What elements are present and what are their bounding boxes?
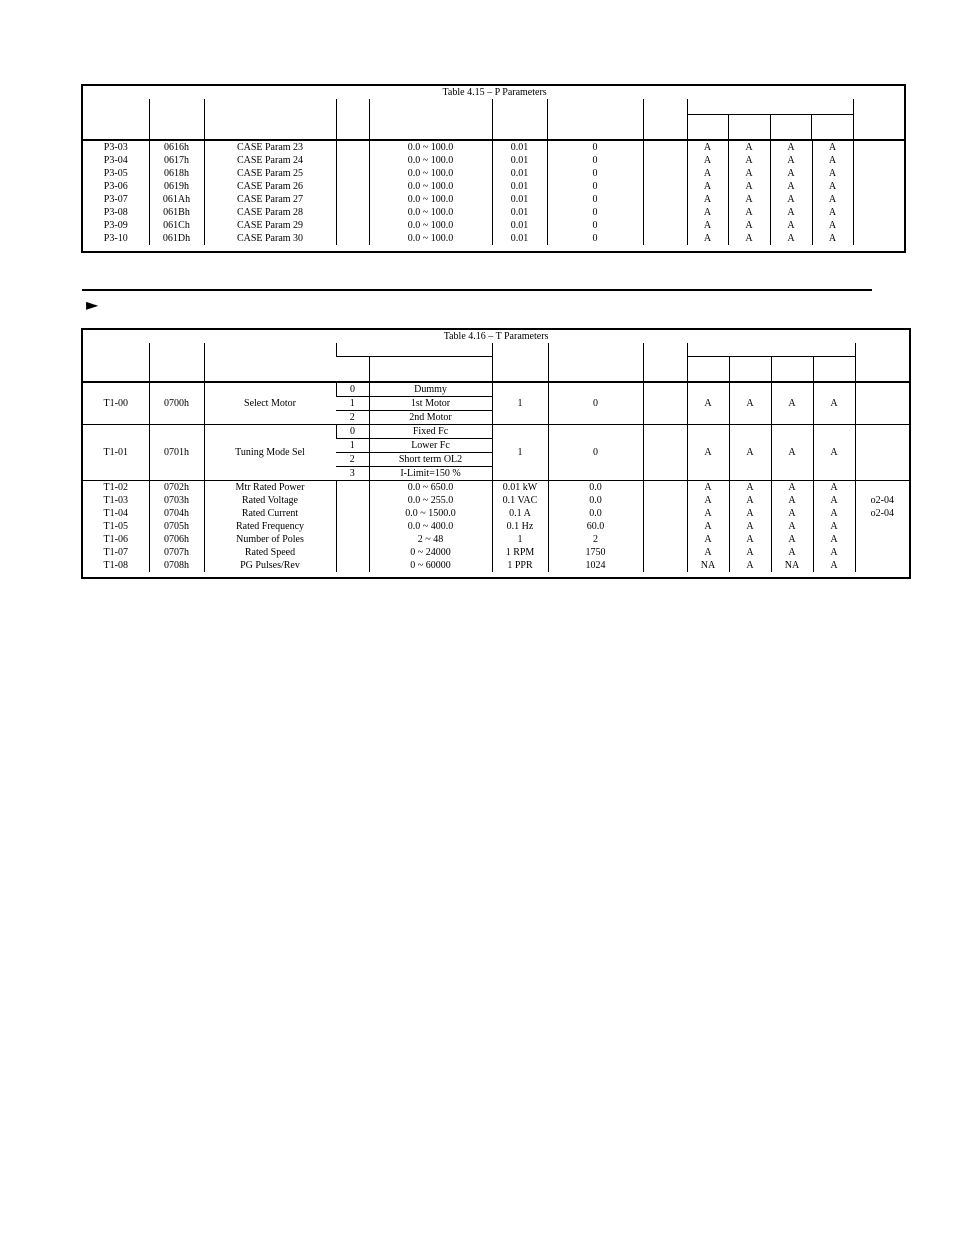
param-cell: P3-07 — [103, 193, 128, 205]
default-cell: 1750 — [548, 546, 643, 559]
extra-cell — [643, 180, 687, 193]
increment-cell: 0.01 kW — [492, 481, 548, 495]
address-cell: 0702h — [149, 481, 204, 495]
extra-cell — [643, 219, 687, 232]
ref-cell — [853, 232, 906, 245]
ref-cell — [855, 481, 909, 495]
table-row — [83, 167, 906, 180]
range-cell: 0.0 ~ 650.0 — [369, 481, 492, 495]
access-cell: A — [770, 219, 812, 232]
access-cell: A — [771, 533, 813, 546]
address-cell: 0707h — [149, 546, 204, 559]
setting-cell — [336, 232, 369, 245]
name-cell: CASE Param 27 — [204, 193, 336, 206]
access-cell: A — [687, 140, 728, 154]
name-cell: Tuning Mode Sel — [204, 425, 336, 481]
name-cell: CASE Param 30 — [204, 232, 336, 245]
address-cell: 0619h — [149, 180, 204, 193]
address-cell: 0703h — [149, 494, 204, 507]
setting-cell — [336, 533, 369, 546]
access-cell: A — [729, 507, 771, 520]
option-label-cell: Short term OL2 — [369, 453, 492, 467]
table-row — [83, 154, 906, 167]
increment-cell: 0.01 — [492, 180, 547, 193]
extra-cell — [643, 559, 687, 572]
name-cell: Mtr Rated Power — [204, 481, 336, 495]
setting-cell — [336, 219, 369, 232]
setting-cell — [336, 180, 369, 193]
increment-cell: 0.1 Hz — [492, 520, 548, 533]
name-cell: PG Pulses/Rev — [204, 559, 336, 572]
option-label-cell: Fixed Fc — [369, 425, 492, 439]
ref-cell — [853, 154, 906, 167]
ref-cell — [853, 140, 906, 154]
param-cell: P3-10 — [103, 232, 128, 244]
increment-cell: 0.01 — [492, 206, 547, 219]
table-row — [83, 382, 909, 397]
increment-cell: 0.01 — [492, 219, 547, 232]
access-cell: A — [813, 533, 855, 546]
default-cell: 0 — [547, 232, 643, 245]
ref-cell — [853, 219, 906, 232]
extra-cell — [643, 154, 687, 167]
default-cell: 0 — [548, 425, 643, 481]
table-row — [83, 232, 906, 245]
address-cell: 0705h — [149, 520, 204, 533]
access-cell: A — [770, 180, 812, 193]
setting-cell — [336, 520, 369, 533]
increment-cell: 1 RPM — [492, 546, 548, 559]
access-cell: A — [813, 494, 855, 507]
access-cell: A — [728, 180, 770, 193]
name-cell: CASE Param 23 — [204, 140, 336, 154]
access-cell: A — [687, 180, 728, 193]
access-cell: A — [729, 546, 771, 559]
access-cell: A — [771, 546, 813, 559]
access-cell: A — [770, 154, 812, 167]
option-value-cell: 1 — [336, 439, 369, 453]
ref-cell — [853, 167, 906, 180]
name-cell: Rated Speed — [204, 546, 336, 559]
access-cell: A — [687, 520, 729, 533]
access-cell: A — [813, 481, 855, 495]
extra-cell — [643, 520, 687, 533]
param-cell: T1-01 — [83, 425, 149, 481]
ref-cell: o2-04 — [855, 494, 909, 507]
access-cell: A — [812, 154, 853, 167]
table-row — [83, 546, 909, 559]
increment-cell: 0.1 A — [492, 507, 548, 520]
access-cell: A — [728, 167, 770, 180]
range-cell: 0.0 ~ 400.0 — [369, 520, 492, 533]
range-cell: 0.0 ~ 1500.0 — [369, 507, 492, 520]
param-cell: P3-09 — [103, 219, 128, 231]
setting-cell — [336, 481, 369, 495]
access-cell: A — [812, 232, 853, 245]
default-cell: 0 — [548, 382, 643, 425]
ref-cell — [855, 559, 909, 572]
setting-cell — [336, 546, 369, 559]
increment-cell: 0.01 — [492, 154, 547, 167]
ref-cell — [855, 382, 909, 425]
default-cell: 60.0 — [548, 520, 643, 533]
param-cell: T1-06 — [103, 533, 128, 545]
access-cell: A — [813, 520, 855, 533]
default-cell: 0 — [547, 154, 643, 167]
table-row — [83, 559, 909, 572]
access-cell: A — [728, 232, 770, 245]
access-cell: A — [770, 232, 812, 245]
ref-cell — [853, 206, 906, 219]
default-cell: 0.0 — [548, 481, 643, 495]
option-value-cell: 0 — [336, 425, 369, 439]
address-cell: 061Ah — [149, 193, 204, 206]
address-cell: 0616h — [149, 140, 204, 154]
default-cell: 0 — [547, 193, 643, 206]
name-cell: CASE Param 25 — [204, 167, 336, 180]
extra-cell — [643, 425, 687, 481]
access-cell: A — [812, 167, 853, 180]
option-value-cell: 2 — [336, 411, 369, 425]
address-cell: 0701h — [149, 425, 204, 481]
range-cell: 0.0 ~ 100.0 — [369, 219, 492, 232]
default-cell: 0 — [547, 167, 643, 180]
range-cell: 0.0 ~ 100.0 — [369, 140, 492, 154]
param-cell: P3-05 — [103, 167, 128, 179]
table-caption: Table 4.16 – T Parameters — [443, 330, 549, 342]
param-cell: P3-04 — [103, 154, 128, 166]
range-cell: 0 ~ 60000 — [369, 559, 492, 572]
setting-cell — [336, 494, 369, 507]
extra-cell — [643, 140, 687, 154]
access-cell: A — [770, 167, 812, 180]
access-cell: A — [812, 193, 853, 206]
access-cell: A — [687, 546, 729, 559]
access-cell: A — [771, 494, 813, 507]
access-cell: A — [687, 206, 728, 219]
access-cell: A — [729, 382, 771, 425]
access-cell: A — [771, 481, 813, 495]
param-cell: T1-07 — [103, 546, 128, 558]
access-cell: A — [687, 494, 729, 507]
address-cell: 0706h — [149, 533, 204, 546]
access-cell: A — [687, 232, 728, 245]
address-cell: 0617h — [149, 154, 204, 167]
access-cell: A — [728, 154, 770, 167]
extra-cell — [643, 494, 687, 507]
extra-cell — [643, 546, 687, 559]
access-cell: A — [813, 382, 855, 425]
table-row — [83, 219, 906, 232]
setting-cell — [336, 559, 369, 572]
default-cell: 0 — [547, 140, 643, 154]
p-parameters-table — [81, 84, 906, 253]
access-cell: A — [729, 481, 771, 495]
default-cell: 0 — [547, 206, 643, 219]
ref-cell — [853, 193, 906, 206]
access-cell: A — [728, 193, 770, 206]
address-cell: 061Ch — [149, 219, 204, 232]
table-row — [83, 520, 909, 533]
range-cell: 0.0 ~ 255.0 — [369, 494, 492, 507]
table-header — [83, 343, 909, 357]
extra-cell — [643, 533, 687, 546]
access-cell: A — [771, 507, 813, 520]
table-row — [83, 481, 909, 495]
access-cell: A — [729, 559, 771, 572]
option-label-cell: 1st Motor — [369, 397, 492, 411]
setting-cell — [336, 206, 369, 219]
setting-cell — [336, 167, 369, 180]
table-row — [83, 140, 906, 154]
default-cell: 0.0 — [548, 494, 643, 507]
access-cell: A — [729, 494, 771, 507]
option-label-cell: I-Limit=150 % — [369, 467, 492, 481]
access-cell: A — [687, 425, 729, 481]
table-row — [83, 206, 906, 219]
setting-cell — [336, 140, 369, 154]
access-cell: A — [687, 167, 728, 180]
access-cell: A — [812, 140, 853, 154]
access-cell: A — [687, 193, 728, 206]
param-cell: T1-05 — [103, 520, 128, 532]
increment-cell: 1 — [492, 425, 548, 481]
extra-cell — [643, 507, 687, 520]
access-cell: A — [812, 219, 853, 232]
extra-cell — [643, 481, 687, 495]
increment-cell: 0.01 — [492, 167, 547, 180]
address-cell: 0704h — [149, 507, 204, 520]
access-cell: A — [771, 425, 813, 481]
ref-cell — [855, 425, 909, 481]
name-cell: Number of Poles — [204, 533, 336, 546]
param-cell: P3-03 — [103, 141, 128, 153]
range-cell: 2 ~ 48 — [369, 533, 492, 546]
setting-cell — [336, 154, 369, 167]
param-cell: T1-02 — [103, 481, 128, 493]
increment-cell: 0.01 — [492, 193, 547, 206]
param-cell: P3-08 — [103, 206, 128, 218]
access-cell: A — [771, 520, 813, 533]
extra-cell — [643, 382, 687, 425]
default-cell: 0.0 — [548, 507, 643, 520]
default-cell: 1024 — [548, 559, 643, 572]
default-cell: 0 — [547, 219, 643, 232]
default-cell: 0 — [547, 180, 643, 193]
extra-cell — [643, 167, 687, 180]
table-header — [83, 99, 906, 140]
ref-cell — [855, 546, 909, 559]
range-cell: 0 ~ 24000 — [369, 546, 492, 559]
access-cell: A — [729, 533, 771, 546]
increment-cell: 1 — [492, 533, 548, 546]
increment-cell: 0.01 — [492, 140, 547, 154]
setting-cell — [336, 507, 369, 520]
table-row — [83, 533, 909, 546]
address-cell: 0708h — [149, 559, 204, 572]
option-value-cell: 1 — [336, 397, 369, 411]
name-cell: Rated Frequency — [204, 520, 336, 533]
param-cell: T1-04 — [103, 507, 128, 519]
range-cell: 0.0 ~ 100.0 — [369, 206, 492, 219]
extra-cell — [643, 206, 687, 219]
increment-cell: 1 — [492, 382, 548, 425]
access-cell: A — [687, 154, 728, 167]
increment-cell: 0.1 VAC — [492, 494, 548, 507]
address-cell: 0618h — [149, 167, 204, 180]
access-cell: A — [770, 140, 812, 154]
table-row — [83, 193, 906, 206]
param-cell: T1-00 — [83, 382, 149, 425]
ref-cell — [855, 520, 909, 533]
extra-cell — [643, 232, 687, 245]
ref-cell — [855, 533, 909, 546]
name-cell: CASE Param 24 — [204, 154, 336, 167]
range-cell: 0.0 ~ 100.0 — [369, 232, 492, 245]
access-cell: A — [770, 206, 812, 219]
increment-cell: 0.01 — [492, 232, 547, 245]
increment-cell: 1 PPR — [492, 559, 548, 572]
access-cell: A — [728, 206, 770, 219]
arrow-icon: ► — [86, 295, 99, 314]
access-cell: A — [729, 425, 771, 481]
access-cell: A — [729, 520, 771, 533]
range-cell: 0.0 ~ 100.0 — [369, 154, 492, 167]
access-cell: NA — [687, 559, 729, 572]
section-divider — [82, 289, 872, 291]
range-cell: 0.0 ~ 100.0 — [369, 180, 492, 193]
address-cell: 061Bh — [149, 206, 204, 219]
access-cell: A — [687, 481, 729, 495]
access-cell: NA — [771, 559, 813, 572]
range-cell: 0.0 ~ 100.0 — [369, 193, 492, 206]
table-row — [83, 425, 909, 439]
table-row — [83, 494, 909, 507]
address-cell: 061Dh — [149, 232, 204, 245]
name-cell: Rated Voltage — [204, 494, 336, 507]
option-label-cell: Dummy — [369, 382, 492, 397]
param-cell: T1-03 — [103, 494, 128, 506]
access-cell: A — [813, 546, 855, 559]
access-cell: A — [813, 559, 855, 572]
extra-cell — [643, 193, 687, 206]
t-parameters-table — [81, 328, 911, 579]
access-cell: A — [687, 219, 728, 232]
table-row — [83, 180, 906, 193]
access-cell: A — [812, 180, 853, 193]
param-cell: T1-08 — [103, 559, 128, 571]
name-cell: Select Motor — [204, 382, 336, 425]
option-label-cell: Lower Fc — [369, 439, 492, 453]
option-label-cell: 2nd Motor — [369, 411, 492, 425]
range-cell: 0.0 ~ 100.0 — [369, 167, 492, 180]
access-cell: A — [687, 382, 729, 425]
ref-cell: o2-04 — [855, 507, 909, 520]
ref-cell — [853, 180, 906, 193]
name-cell: Rated Current — [204, 507, 336, 520]
param-cell: P3-06 — [103, 180, 128, 192]
access-cell: A — [687, 507, 729, 520]
name-cell: CASE Param 26 — [204, 180, 336, 193]
access-cell: A — [812, 206, 853, 219]
option-value-cell: 3 — [336, 467, 369, 481]
name-cell: CASE Param 29 — [204, 219, 336, 232]
access-cell: A — [728, 140, 770, 154]
option-value-cell: 2 — [336, 453, 369, 467]
access-cell: A — [687, 533, 729, 546]
name-cell: CASE Param 28 — [204, 206, 336, 219]
setting-cell — [336, 193, 369, 206]
address-cell: 0700h — [149, 382, 204, 425]
access-cell: A — [770, 193, 812, 206]
access-cell: A — [813, 425, 855, 481]
access-cell: A — [771, 382, 813, 425]
access-cell: A — [728, 219, 770, 232]
access-cell: A — [813, 507, 855, 520]
table-caption: Table 4.15 – P Parameters — [442, 86, 547, 98]
default-cell: 2 — [548, 533, 643, 546]
table-row — [83, 507, 909, 520]
option-value-cell: 0 — [336, 382, 369, 397]
